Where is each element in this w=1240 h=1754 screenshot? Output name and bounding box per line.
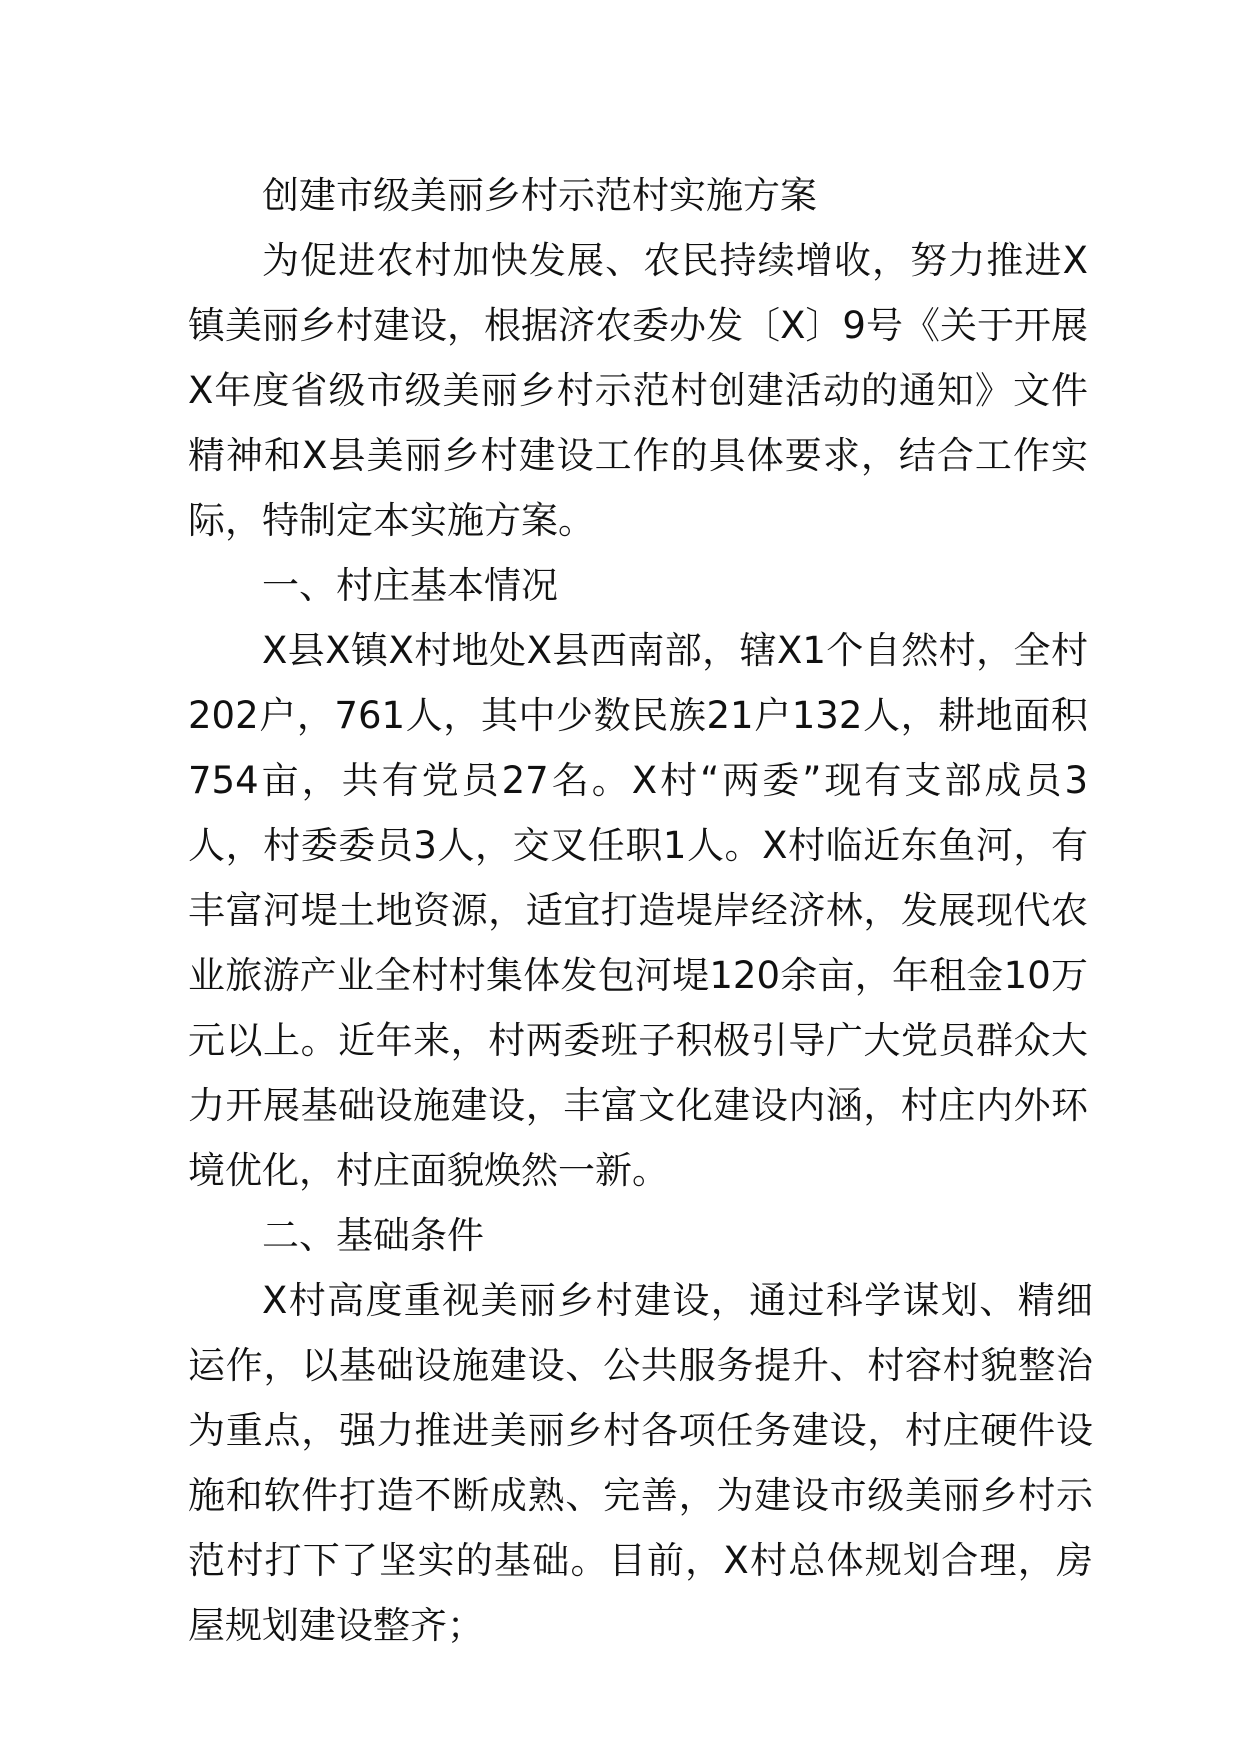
- section-body-village-basics: X县X镇X村地处X县西南部，辖X1个自然村，全村202户，761人，其中少数民族21户132人，耕地面积754亩，共有党员27名。X村“两委”现有支部成员3人，村委委员3人，交叉任职1人。X村临近东鱼河，有丰富河堤土地资源，适宜打造堤岸经济林，发展现代农业旅游产业全村村集体发包河堤120余亩，年租金10万元以上。近年来，村两委班子积极引导广大党员群众大力开展基础设施建设，丰富文化建设内涵，村庄内外环境优化，村庄面貌焕然一新。: [188, 629, 1088, 1192]
- document-title: 创建市级美丽乡村示范村实施方案: [262, 174, 817, 217]
- intro-paragraph: 为促进农村加快发展、农民持续增收，努力推进X镇美丽乡村建设，根据济农委办发〔X〕9号《关于开展X年度省级市级美丽乡村示范村创建活动的通知》文件精神和X县美丽乡村建设工作的具体要求，结合工作实际，特制定本实施方案。: [188, 239, 1088, 542]
- section-heading-foundation: 二、基础条件: [262, 1214, 484, 1257]
- document-body: [188, 163, 1093, 1658]
- section-body-foundation: X村高度重视美丽乡村建设，通过科学谋划、精细运作，以基础设施建设、公共服务提升、村容村貌整治为重点，强力推进美丽乡村各项任务建设，村庄硬件设施和软件打造不断成熟、完善，为建设市级美丽乡村示范村打下了坚实的基础。目前，X村总体规划合理，房屋规划建设整齐；: [188, 1279, 1093, 1647]
- section-heading-village-basics: 一、村庄基本情况: [262, 564, 558, 607]
